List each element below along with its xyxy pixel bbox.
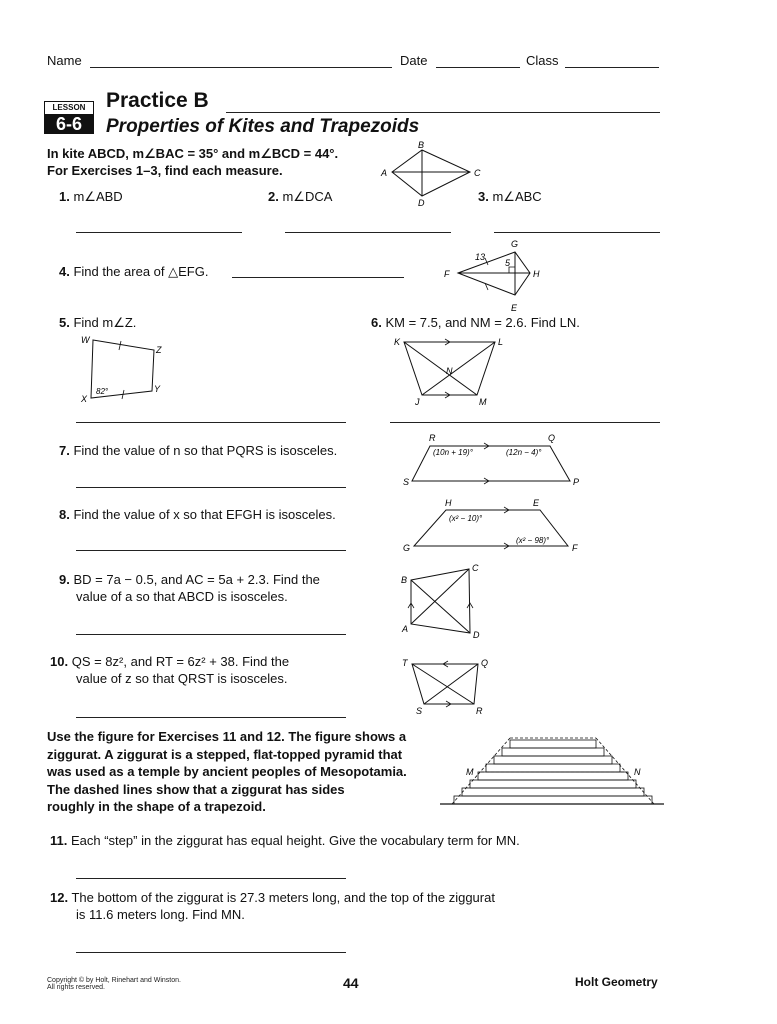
efg-label-f: F bbox=[444, 269, 450, 279]
efg-label-g: G bbox=[511, 239, 519, 249]
question-1: 1. m∠ABD bbox=[59, 189, 123, 204]
date-label: Date bbox=[400, 53, 428, 68]
question-10: 10. QS = 8z², and RT = 6z² + 38. Find the bbox=[50, 654, 290, 669]
jklm-label-j: J bbox=[415, 397, 420, 407]
answer-12[interactable] bbox=[76, 952, 346, 953]
name-label: Name bbox=[47, 53, 82, 68]
kite-label-b: B bbox=[418, 140, 425, 150]
question-11: 11. Each “step” in the ziggurat has equal height. Give the vocabulary term for MN. bbox=[50, 833, 520, 848]
question-9: 9. BD = 7a − 0.5, and AC = 5a + 2.3. Find the bbox=[59, 572, 320, 587]
question-5: 5. Find m∠Z. bbox=[59, 315, 137, 330]
wxyz-label-y: Y bbox=[154, 384, 161, 394]
efg-figure bbox=[442, 238, 552, 314]
qrst-label-s: S bbox=[416, 706, 423, 716]
pqrs-figure bbox=[400, 432, 586, 490]
question-7: 7. Find the value of n so that PQRS is isosceles. bbox=[59, 443, 338, 458]
efg-label-h: H bbox=[533, 269, 540, 279]
efgh-label-h: H bbox=[445, 498, 452, 508]
lesson-number: 6-6 bbox=[44, 114, 94, 134]
pqrs-label-r: R bbox=[429, 433, 436, 443]
jklm-label-n: N bbox=[446, 366, 453, 376]
question-12: 12. The bottom of the ziggurat is 27.3 meters long, and the top of the ziggurat bbox=[50, 890, 495, 905]
page-title: Practice B bbox=[106, 89, 209, 112]
ziggurat-label-m: M bbox=[466, 767, 474, 777]
wxyz-label-w: W bbox=[81, 335, 90, 345]
answer-3[interactable] bbox=[494, 232, 660, 233]
efg-side: 13 bbox=[475, 252, 486, 262]
class-field[interactable] bbox=[565, 67, 659, 68]
pqrs-angle-q: (12n − 4)° bbox=[506, 448, 542, 457]
efgh-angle-h: (x² − 10)° bbox=[449, 514, 483, 523]
qrst-figure bbox=[398, 654, 498, 720]
answer-4[interactable] bbox=[232, 277, 404, 278]
date-field[interactable] bbox=[436, 67, 520, 68]
question-3: 3. m∠ABC bbox=[478, 189, 542, 204]
ziggurat-intro: Use the figure for Exercises 11 and 12. The figure shows a ziggurat. A ziggurat is a stepped, flat-topped pyramid that was used as a temple by ancient peoples of Mesopotamia. The dashed lines show that a ziggurat has sides roughly in the shape of a trapezoid. bbox=[47, 729, 407, 814]
pqrs-label-p: P bbox=[573, 477, 580, 487]
intro-line-2: For Exercises 1–3, find each measure. bbox=[47, 163, 283, 178]
abcd-label-d: D bbox=[473, 630, 480, 640]
efg-label-e: E bbox=[511, 303, 518, 313]
answer-6[interactable] bbox=[390, 422, 660, 423]
qrst-label-r: R bbox=[476, 706, 483, 716]
efgh-label-e: E bbox=[533, 498, 540, 508]
wxyz-figure bbox=[78, 332, 173, 406]
answer-7[interactable] bbox=[76, 487, 346, 488]
answer-10[interactable] bbox=[76, 717, 346, 718]
question-6: 6. KM = 7.5, and NM = 2.6. Find LN. bbox=[371, 315, 580, 330]
qrst-label-q: Q bbox=[481, 658, 489, 668]
lesson-label: LESSON bbox=[44, 101, 94, 115]
abcd-label-b: B bbox=[401, 575, 408, 585]
efgh-label-g: G bbox=[403, 543, 411, 553]
name-field[interactable] bbox=[90, 67, 392, 68]
jklm-label-k: K bbox=[394, 337, 401, 347]
pqrs-angle-r: (10n + 19)° bbox=[433, 448, 473, 457]
jklm-label-m: M bbox=[479, 397, 487, 407]
answer-9[interactable] bbox=[76, 634, 346, 635]
abcd-label-c: C bbox=[472, 563, 479, 573]
question-2: 2. m∠DCA bbox=[268, 189, 333, 204]
copyright: Copyright © by Holt, Rinehart and Winston. All rights reserved. bbox=[47, 977, 181, 991]
answer-5[interactable] bbox=[76, 422, 346, 423]
pqrs-label-q: Q bbox=[548, 433, 556, 443]
wxyz-label-x: X bbox=[81, 394, 88, 404]
title-rule bbox=[226, 112, 660, 113]
efgh-angle-f: (x² − 98)° bbox=[516, 536, 550, 545]
intro-line-1: In kite ABCD, m∠BAC = 35° and m∠BCD = 44°. bbox=[47, 146, 339, 161]
answer-2[interactable] bbox=[285, 232, 451, 233]
wxyz-label-z: Z bbox=[156, 345, 162, 355]
book-title: Holt Geometry bbox=[575, 975, 658, 989]
page-subtitle: Properties of Kites and Trapezoids bbox=[106, 116, 420, 137]
question-10-line-2: value of z so that QRST is isosceles. bbox=[76, 671, 288, 686]
answer-11[interactable] bbox=[76, 878, 346, 879]
question-8: 8. Find the value of x so that EFGH is isosceles. bbox=[59, 507, 336, 522]
ziggurat-label-n: N bbox=[634, 767, 641, 777]
pqrs-label-s: S bbox=[403, 477, 410, 487]
efgh-figure bbox=[400, 496, 586, 556]
jklm-label-l: L bbox=[498, 337, 504, 347]
efg-alt: 5 bbox=[505, 258, 511, 268]
efgh-label-f: F bbox=[572, 543, 578, 553]
answer-8[interactable] bbox=[76, 550, 346, 551]
question-12-line-2: is 11.6 meters long. Find MN. bbox=[76, 907, 245, 922]
abcd-figure bbox=[398, 562, 488, 642]
page-number: 44 bbox=[343, 975, 359, 991]
jklm-figure bbox=[390, 332, 512, 410]
class-label: Class bbox=[526, 53, 559, 68]
question-9-line-2: value of a so that ABCD is isosceles. bbox=[76, 589, 288, 604]
kite-label-a: A bbox=[381, 168, 388, 178]
ziggurat-figure bbox=[438, 730, 666, 812]
abcd-label-a: A bbox=[402, 624, 409, 634]
kite-label-d: D bbox=[418, 198, 425, 208]
qrst-label-t: T bbox=[402, 658, 408, 668]
answer-1[interactable] bbox=[76, 232, 242, 233]
wxyz-angle: 82° bbox=[96, 387, 109, 396]
kite-figure bbox=[378, 138, 490, 210]
question-4: 4. Find the area of △EFG. bbox=[59, 264, 209, 279]
kite-label-c: C bbox=[474, 168, 481, 178]
